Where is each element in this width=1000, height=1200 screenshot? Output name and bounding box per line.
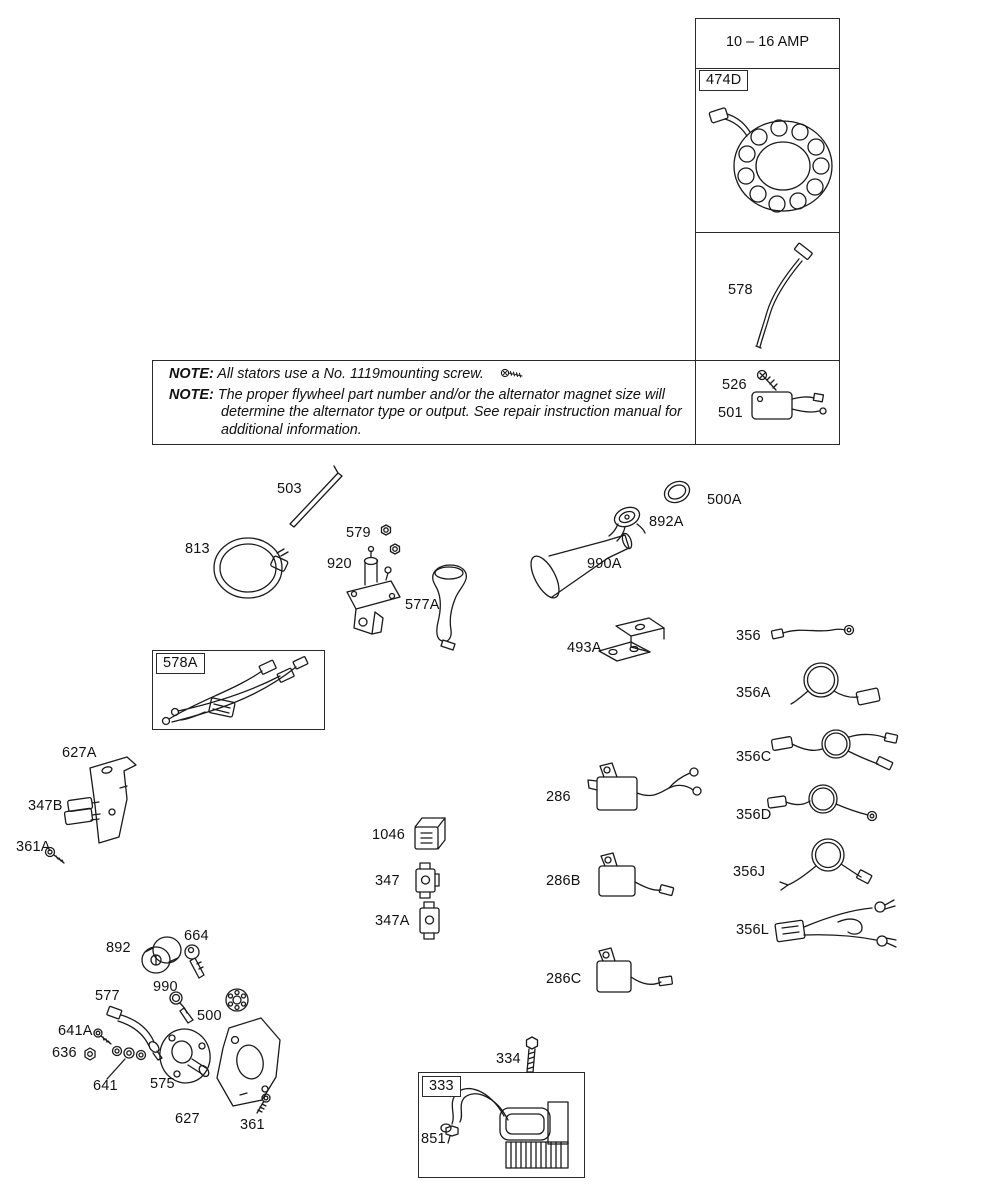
bracket-627A-illustration xyxy=(90,757,136,843)
part-label-636: 636 xyxy=(52,1045,77,1061)
part-label-578A: 578A xyxy=(156,653,205,674)
breather-500-illustration xyxy=(226,989,248,1011)
part-label-474D: 474D xyxy=(699,70,748,91)
part-label-501: 501 xyxy=(718,405,743,421)
part-label-526: 526 xyxy=(722,377,747,393)
part-label-892A: 892A xyxy=(649,514,684,530)
coil-286C-illustration xyxy=(597,948,672,992)
part-label-851: 851 xyxy=(421,1131,446,1147)
part-label-347B: 347B xyxy=(28,798,63,814)
key-990-illustration xyxy=(170,992,193,1023)
part-label-577: 577 xyxy=(95,988,120,1004)
key-664-illustration xyxy=(185,945,204,978)
coil-286B-illustration xyxy=(599,853,674,896)
stator-474d-illustration xyxy=(709,107,832,212)
spark-plug-wire-578-illustration xyxy=(756,243,813,348)
part-label-286: 286 xyxy=(546,789,571,805)
part-label-334: 334 xyxy=(496,1051,521,1067)
amp-rating-header: 10 – 16 AMP xyxy=(725,34,810,50)
note-1-text: All stators use a No. 1119mounting screw. xyxy=(217,366,484,382)
part-label-1046: 1046 xyxy=(372,827,406,843)
part-label-578: 578 xyxy=(728,282,753,298)
part-label-627A: 627A xyxy=(62,745,97,761)
note-1-prefix: NOTE: xyxy=(169,366,214,382)
ignition-module-920-illustration xyxy=(347,547,400,635)
part-label-990: 990 xyxy=(153,979,178,995)
bracket-627-illustration xyxy=(217,1018,280,1106)
part-label-361A: 361A xyxy=(16,839,51,855)
screw-icon xyxy=(500,367,526,380)
key-switch-892-illustration xyxy=(142,937,181,973)
part-label-356L: 356L xyxy=(736,922,770,938)
nut-636-illustration xyxy=(85,1048,95,1060)
part-label-503: 503 xyxy=(277,481,302,497)
regulator-501-illustration xyxy=(752,392,826,419)
armature-333-illustration xyxy=(452,1089,568,1168)
washers-641-illustration xyxy=(107,1047,146,1080)
coil-286-illustration xyxy=(588,763,701,810)
note-1 xyxy=(169,366,685,384)
part-label-356D: 356D xyxy=(736,807,772,823)
part-label-347A: 347A xyxy=(375,913,410,929)
bolt-641A-illustration xyxy=(94,1029,111,1044)
switch-347A-illustration xyxy=(420,902,439,939)
wire-lead-356D-illustration xyxy=(767,785,876,821)
part-label-813: 813 xyxy=(185,541,210,557)
switch-1046-illustration xyxy=(415,818,445,849)
part-label-920: 920 xyxy=(327,556,352,572)
switch-347-illustration xyxy=(416,863,439,898)
screw-526-illustration xyxy=(758,371,778,391)
part-label-347: 347 xyxy=(375,873,400,889)
part-label-356C: 356C xyxy=(736,749,772,765)
part-label-575: 575 xyxy=(150,1076,175,1092)
note-2 xyxy=(169,387,685,440)
part-label-500A: 500A xyxy=(707,492,742,508)
part-label-286C: 286C xyxy=(546,971,582,987)
clamp-813-illustration xyxy=(214,538,288,598)
oring-500A-illustration xyxy=(661,477,693,506)
part-label-641: 641 xyxy=(93,1078,118,1094)
part-label-500: 500 xyxy=(197,1008,222,1024)
note-2-text: The proper flywheel part number and/or the alternator magnet size will determine the alternator type or output. See repair instruction manual for additional information. xyxy=(217,386,682,438)
bracket-493A-illustration xyxy=(599,618,664,661)
part-label-286B: 286B xyxy=(546,873,581,889)
part-label-577A: 577A xyxy=(405,597,440,613)
part-label-356A: 356A xyxy=(736,685,771,701)
wire-lead-356J-illustration xyxy=(780,839,872,890)
part-label-892: 892 xyxy=(106,940,131,956)
wire-lead-356C-illustration xyxy=(771,730,897,770)
wire-lead-356L-illustration xyxy=(775,900,896,947)
notes-text xyxy=(169,366,685,442)
bolt-334-illustration xyxy=(527,1037,538,1072)
part-label-493A: 493A xyxy=(567,640,602,656)
nuts-579-illustration xyxy=(382,525,400,554)
part-label-664: 664 xyxy=(184,928,209,944)
part-label-627: 627 xyxy=(175,1111,200,1127)
part-label-579: 579 xyxy=(346,525,371,541)
socket-892A-illustration xyxy=(609,504,645,541)
part-label-356: 356 xyxy=(736,628,761,644)
part-label-361: 361 xyxy=(240,1117,265,1133)
wire-lead-356A-illustration xyxy=(791,663,880,705)
note-2-prefix: NOTE: xyxy=(169,386,214,403)
wire-lead-356-illustration xyxy=(771,626,853,639)
part-label-356J: 356J xyxy=(733,864,766,880)
part-label-333: 333 xyxy=(422,1076,461,1097)
part-label-990A: 990A xyxy=(587,556,622,572)
part-label-641A: 641A xyxy=(58,1023,93,1039)
